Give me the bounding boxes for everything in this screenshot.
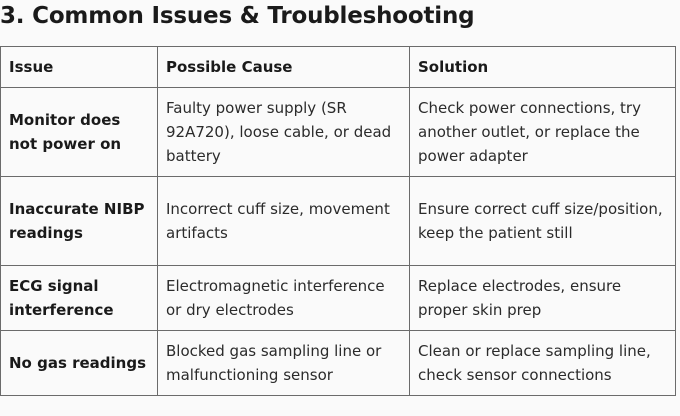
- troubleshooting-table: [0, 46, 676, 396]
- solution-cell: Check power connections, try another outlet, or replace the power adapter: [410, 88, 676, 177]
- solution-cell: Ensure correct cuff size/position, keep the patient still: [410, 177, 676, 266]
- cause-cell: Blocked gas sampling line or malfunctioning sensor: [158, 331, 410, 396]
- issue-cell: ECG signal interference: [1, 266, 158, 331]
- issue-cell: No gas readings: [1, 331, 158, 396]
- issue-cell: Inaccurate NIBP readings: [1, 177, 158, 266]
- solution-cell: Clean or replace sampling line, check sensor connections: [410, 331, 676, 396]
- table-row: [1, 177, 676, 266]
- cause-cell: Faulty power supply (SR 92A720), loose cable, or dead battery: [158, 88, 410, 177]
- table-row: [1, 331, 676, 396]
- table-row: [1, 266, 676, 331]
- cause-cell: Electromagnetic interference or dry electrodes: [158, 266, 410, 331]
- header-solution: Solution: [410, 47, 676, 88]
- table-header-row: [1, 47, 676, 88]
- cause-cell: Incorrect cuff size, movement artifacts: [158, 177, 410, 266]
- solution-cell: Replace electrodes, ensure proper skin prep: [410, 266, 676, 331]
- issue-cell: Monitor does not power on: [1, 88, 158, 177]
- header-issue: Issue: [1, 47, 158, 88]
- page-title: 3. Common Issues & Troubleshooting: [0, 3, 475, 29]
- header-possible-cause: Possible Cause: [158, 47, 410, 88]
- table-row: [1, 88, 676, 177]
